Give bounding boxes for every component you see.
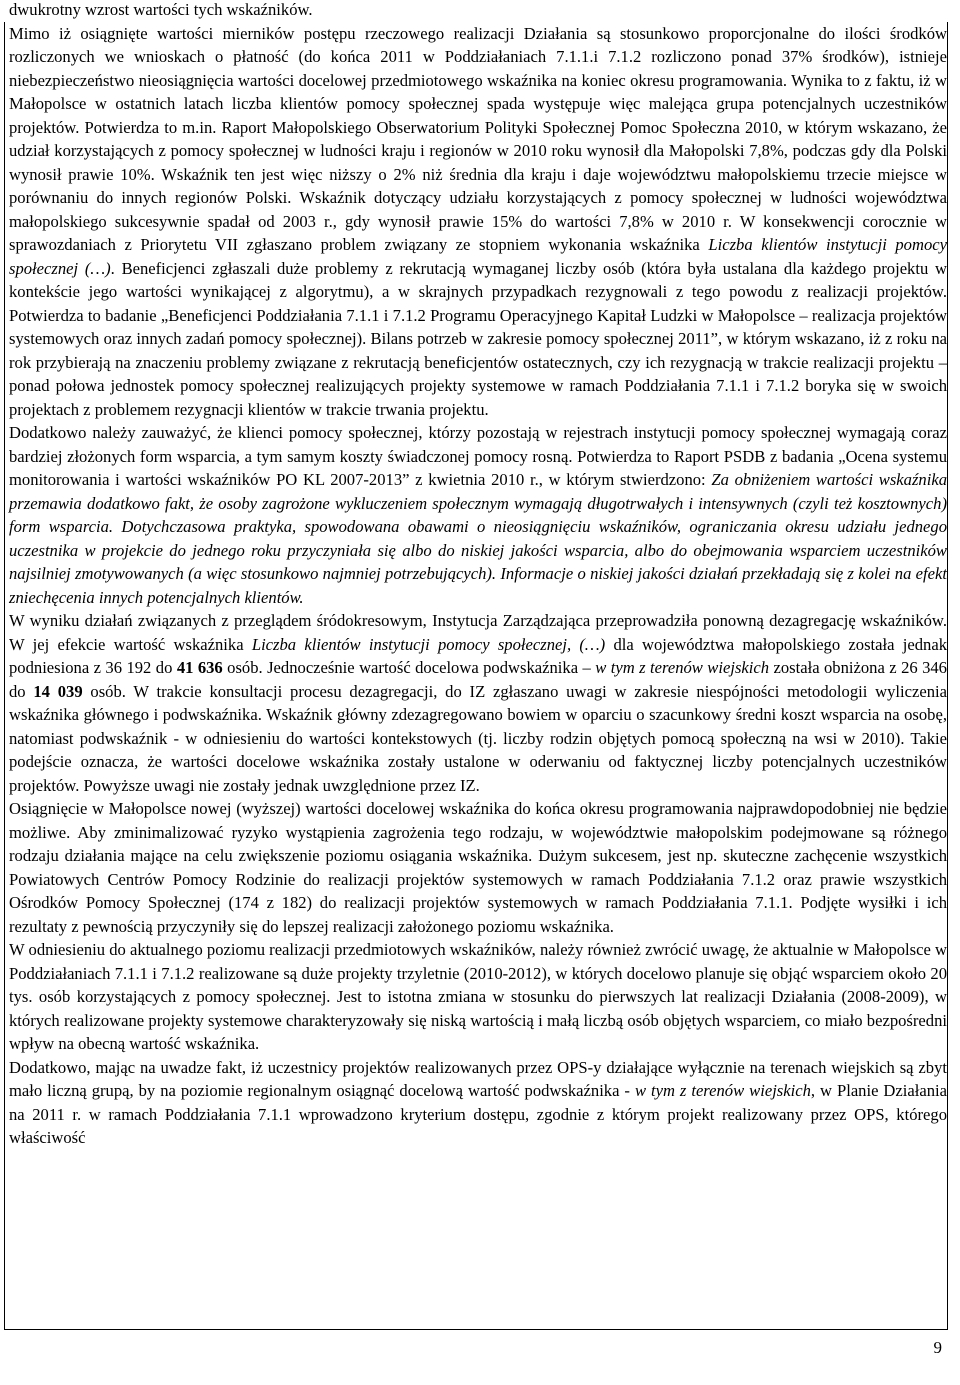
paragraph <box>9 22 947 422</box>
paragraph <box>9 0 947 22</box>
italic-text: Za obniżeniem wartości wskaźnika przemawia dodatkowo fakt, że osoby zagrożone wykluczeniem społecznym wymagają długotrwałych i intensywnych (czyli też kosztownych) form wsparcia. Dotychczasowa praktyka, spowodowana obawami o nieosiągnięciu wskaźników, ograniczania okresu udziału jednego uczestnika w projekcie do jednego roku przyczyniała się albo do niskiej jakości wsparcia, albo do obejmowania wsparciem uczestników najsilniej zmotywowanych (a więc stosunkowo najmniej potrzebujących). Informacje o niskiej jakości działań przekładają się z kolei na efekt zniechęcenia innych potencjalnych klientów. <box>9 470 947 607</box>
text-run: Mimo iż osiągnięte wartości mierników postępu rzeczowego realizacji Działania są stosunkowo proporcjonalne do ilości środków rozliczonych we wnioskach o płatność (do końca 2011 w Poddziałaniach 7.1.1.i 7.1.2 rozliczono ponad 37% środków), istnieje niebezpieczeństwo nieosiągnięcia wartości docelowej przedmiotowego wskaźnika na koniec okresu programowania. Wynika to z faktu, iż w Małopolsce w ostatnich latach liczba klientów pomocy społecznej spada występuje więc malejąca grupa potencjalnych uczestników projektów. Potwierdza to m.in. Raport Małopolskiego Obserwatorium Polityki Społecznej Pomoc Społeczna 2010, w którym wskazano, że udział korzystających z pomocy społecznej w ludności kraju i regionów w 2010 roku wynosił dla Małopolski 7,8%, podczas gdy dla Polski wynosił prawie 10%. Wskaźnik ten jest więc niższy o 2% niż średnia dla kraju i daje województwu małopolskiemu trzecie miejsce w porównaniu do innych regionów Polski. Wskaźnik dotyczący udziału korzystających z pomocy społecznej w ludności województwa małopolskiego sukcesywnie spadał od 2003 r., gdy wynosił prawie 15% do wartości 7,8% w 2010 r. W konsekwencji corocznie w sprawozdaniach z Priorytetu VII zgłaszano problem związany ze stopniem wykonania wskaźnika <box>9 23 947 254</box>
text-run: W odniesieniu do aktualnego poziomu realizacji przedmiotowych wskaźników, należy również zwrócić uwagę, że aktualnie w Małopolsce w Poddziałaniach 7.1.1 i 7.1.2 realizowane są duże projekty trzyletnie (2010-2012), w których docelowo planuje się objąć wsparciem około 20 tys. osób korzystających z pomocy społecznej. Jest to istotna zmiana w stosunku do pierwszych lat realizacji Działania (2008-2009), w których realizowane projekty systemowe charakteryzowały się niską wartością i małą liczbą osób objętych wsparciem, co miało bezpośredni wpływ na obecną wartość wskaźnika. <box>9 940 947 1053</box>
italic-text: w tym z terenów wiejskich <box>634 1081 811 1100</box>
text-run: dla województwa małopolskiego została jednak podniesiona z 36 192 do <box>9 634 947 677</box>
body-text <box>9 0 947 1150</box>
text-run: . Beneficjenci zgłaszali duże problemy z rekrutacją wymaganej liczby osób (która była ustalana dla każdego projektu w kontekście jego wartości wynikającej z algorytmu), a w skrajnych przypadkach rezygnowali z tego powodu z realizacji projektów. Potwierdza to badanie „Beneficjenci Poddziałania 7.1.1 i 7.1.2 Programu Operacyjnego Kapitał Ludzki w Małopolsce – realizacja projektów systemowych oraz innych zadań pomocy społecznej). Bilans potrzeb w zakresie pomocy społecznej 2011”, w którym wskazano, iż z roku na rok przybierają na znaczeniu problemy związane z rekrutacją beneficjentów ostatecznych, czy ich rezygnacją w trakcie realizacji projektu – ponad połowa jednostek pomocy społecznej realizujących projekty systemowe w ramach Poddziałania 7.1.1 i 7.1.2 boryka się w swoich projektach z problemem rezygnacji klientów w trakcie trwania projektu. <box>9 258 947 419</box>
text-run: W wyniku działań związanych z przeglądem śródokresowym, Instytucja Zarządzająca przeprowadziła ponowną dezagregację wskaźników. W jej efekcie wartość wskaźnika <box>9 611 947 654</box>
paragraph <box>9 609 947 797</box>
text-run: została obniżona z 26 346 do <box>9 658 947 701</box>
italic-text: Liczba klientów instytucji pomocy społecznej (…) <box>9 235 947 278</box>
bold-text: 14 039 <box>33 681 83 701</box>
text-run: Dodatkowo należy zauważyć, że klienci pomocy społecznej, którzy pozostają w rejestrach instytucji pomocy społecznej wymagają coraz bardziej złożonych form wsparcia, a tym samym koszty świadczonej pomocy rosną. Potwierdza to Raport PSDB z badania „Ocena systemu monitorowania i wartości wskaźników PO KL 2007-2013” z kwietnia 2010 r., w którym stwierdzono: <box>9 423 947 489</box>
paragraph <box>9 1056 947 1150</box>
italic-text: Liczba klientów instytucji pomocy społecznej, (…) <box>251 634 606 654</box>
text-run: , w Planie Działania na 2011 r. w ramach Poddziałania 7.1.1 wprowadzono kryterium dostępu, zgodnie z którym projekt realizowany przez OPS, którego właściwość <box>9 1081 947 1147</box>
paragraph <box>9 938 947 1056</box>
paragraph <box>9 797 947 938</box>
text-run: Dodatkowo, mając na uwadze fakt, iż uczestnicy projektów realizowanych przez OPS-y działające wyłącznie na terenach wiejskich są zbyt mało liczną grupą, by na poziomie regionalnym osiągnąć docelową wartość podwskaźnika - <box>9 1057 947 1100</box>
text-run: osób. W trakcie konsultacji procesu dezagregacji, do IZ zgłaszano uwagi w zakresie niespójności metodologii wyliczenia wskaźnika głównego i podwskaźnika. Wskaźnik główny zdezagregowano bowiem w oparciu o szacunkowy średni koszt wsparcia na osobę, natomiast podwskaźnik - w odniesieniu do wartości kontekstowych (tj. liczby rodzin objętych pomocą społeczną na wsi w 2010). Takie podejście oznacza, że wartości docelowe wskaźnika zostały ustalone w oderwaniu od faktycznej liczby potencjalnych uczestników projektów. Powyższe uwagi nie zostały jednak uwzględnione przez IZ. <box>9 681 947 795</box>
text-run: osób. Jednocześnie wartość docelowa podwskaźnika – <box>222 658 596 677</box>
text-run: Osiągnięcie w Małopolsce nowej (wyższej) wartości docelowej wskaźnika do końca okresu programowania najprawdopodobniej nie będzie możliwe. Aby zminimalizować ryzyko wystąpienia zagrożenia tego rodzaju, w województwie małopolskim podejmowane są różnego rodzaju działania mające na celu zwiększenie poziomu osiągania wskaźnika. Dużym sukcesem, jest np. skuteczne zachęcenie wszystkich Powiatowych Centrów Pomocy Rodzinie do realizacji projektów systemowych w ramach Poddziałania 7.1.2 oraz prawie wszystkich Ośrodków Pomocy Społecznej (174 z 182) do realizacji projektów systemowych w ramach Poddziałania 7.1.1. Podjęte wysiłki i ich rezultaty z pewnością przyczyniły się do lepszej realizacji założonego poziomu wskaźnika. <box>9 799 947 936</box>
bold-text: 41 636 <box>176 658 223 677</box>
italic-text: w tym z terenów wiejskich <box>595 658 770 677</box>
text-run: dwukrotny wzrost wartości tych wskaźników. <box>9 0 313 19</box>
page-number: 9 <box>933 1338 942 1357</box>
paragraph <box>9 421 947 609</box>
